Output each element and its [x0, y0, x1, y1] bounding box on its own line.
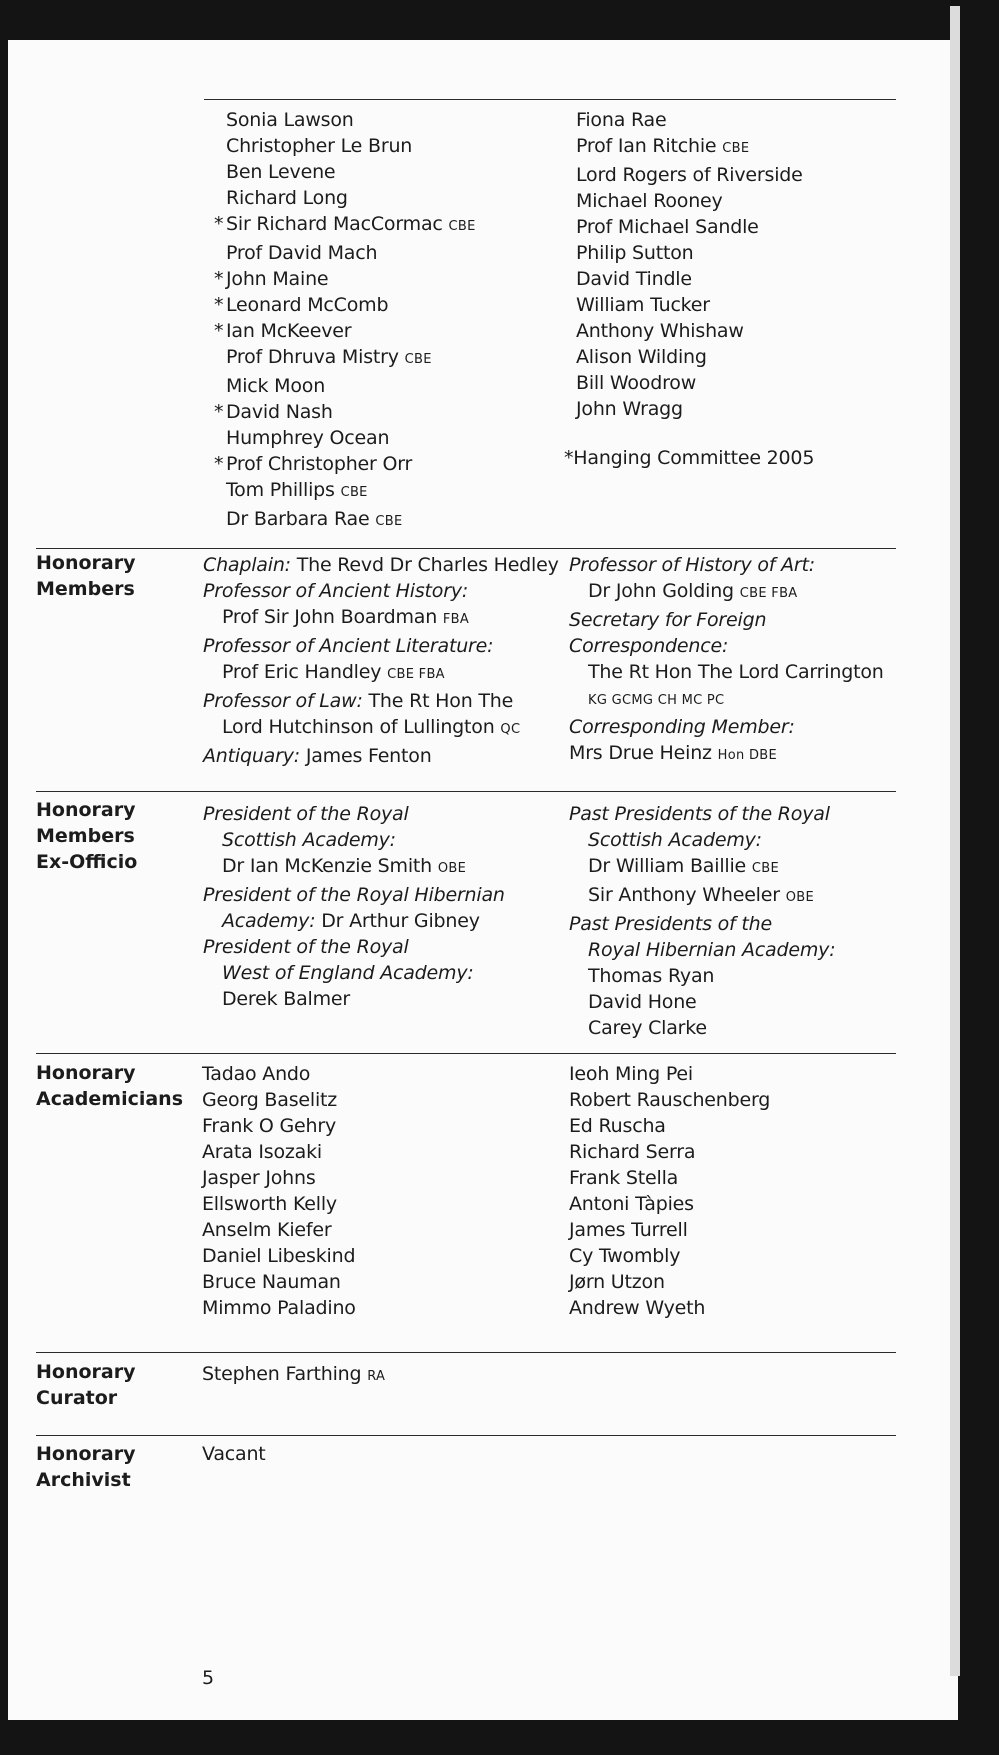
entry-line — [203, 714, 559, 743]
academician-name: Andrew Wyeth — [569, 1297, 706, 1319]
post-nominal: CBE FBA — [739, 586, 798, 601]
name-text: Carey Clarke — [588, 1017, 707, 1039]
entry-line — [569, 607, 884, 633]
name-text: Lord Rogers of Riverside — [576, 164, 803, 186]
role-label: Chaplain: — [203, 554, 291, 576]
role-label: Royal Hibernian Academy: — [588, 939, 836, 961]
divider — [36, 548, 896, 549]
role-label: Correspondence: — [569, 635, 729, 657]
member-name — [207, 107, 476, 133]
member-name — [207, 399, 476, 425]
name-text: David Hone — [588, 991, 697, 1013]
divider — [36, 1352, 896, 1353]
role-label: Scottish Academy: — [588, 829, 762, 851]
asterisk-marker: * — [214, 320, 224, 342]
academician-name: Jasper Johns — [202, 1167, 316, 1189]
member-name — [207, 266, 476, 292]
entry-line — [569, 801, 835, 827]
name-text: David Nash — [226, 401, 333, 423]
post-nominal: QC — [500, 722, 521, 737]
entry-line — [569, 740, 884, 769]
entry-line — [569, 911, 835, 937]
entry-line — [203, 552, 559, 578]
name-text: Christopher Le Brun — [226, 135, 413, 157]
name-text: Dr William Baillie — [588, 855, 747, 877]
entry-line — [203, 986, 505, 1012]
asterisk-marker: * — [214, 213, 224, 235]
name-text: Prof Christopher Orr — [226, 453, 413, 475]
entry-line — [203, 743, 559, 769]
name-text: John Wragg — [576, 398, 683, 420]
name-text: Ben Levene — [226, 161, 336, 183]
name-text: William Tucker — [576, 294, 710, 316]
entry-line — [569, 659, 884, 685]
entry-line — [203, 604, 559, 633]
entry-line — [203, 882, 505, 908]
top-list-right — [576, 107, 803, 422]
honorary-members-left — [203, 552, 559, 769]
entry-line — [569, 882, 835, 911]
name-text: Ian McKeever — [226, 320, 352, 342]
post-nominal: Hon DBE — [717, 748, 778, 763]
post-nominal: CBE — [375, 514, 403, 529]
member-name — [207, 344, 476, 373]
divider — [204, 99, 896, 100]
entry-line — [203, 801, 505, 827]
name-text: The Rt Hon The — [362, 690, 514, 712]
name-text: Leonard McComb — [226, 294, 389, 316]
post-nominal: CBE — [340, 485, 368, 500]
role-label: President of the Royal — [203, 936, 409, 958]
asterisk-marker: * — [214, 401, 224, 423]
academician-name: Daniel Libeskind — [202, 1245, 356, 1267]
academician-name: Mimmo Paladino — [202, 1297, 356, 1319]
name-text: Dr Arthur Gibney — [315, 910, 480, 932]
member-name — [207, 292, 476, 318]
member-name — [576, 344, 803, 370]
name-text: The Revd Dr Charles Hedley — [290, 554, 559, 576]
member-name — [207, 185, 476, 211]
member-name — [576, 292, 803, 318]
role-label: Professor of Ancient History: — [203, 580, 469, 602]
name-text: David Tindle — [576, 268, 692, 290]
role-label: Corresponding Member: — [569, 716, 795, 738]
post-nominal: RA — [367, 1369, 386, 1384]
entry-line — [569, 963, 835, 989]
academician-name: Ellsworth Kelly — [202, 1193, 337, 1215]
entry-line — [569, 714, 884, 740]
role-label: Academy: — [222, 910, 316, 932]
entry-line — [569, 989, 835, 1015]
member-name — [207, 318, 476, 344]
member-name — [207, 373, 476, 399]
name-text: Tom Phillips — [226, 479, 335, 501]
academician-name: Ieoh Ming Pei — [569, 1063, 693, 1085]
archivist-heading: Honorary Archivist — [36, 1443, 136, 1491]
divider — [36, 1435, 896, 1436]
entry-line — [569, 1015, 835, 1041]
academician-name: Anselm Kiefer — [202, 1219, 332, 1241]
asterisk-marker: * — [214, 294, 224, 316]
member-name — [576, 266, 803, 292]
role-label: Past Presidents of the Royal — [569, 803, 830, 825]
member-name — [207, 451, 476, 477]
entry-line — [203, 688, 559, 714]
academicians-right — [569, 1061, 770, 1321]
post-nominal: OBE — [437, 861, 467, 876]
academician-name: Richard Serra — [569, 1141, 696, 1163]
name-text: Thomas Ryan — [588, 965, 715, 987]
academicians-left — [202, 1061, 356, 1321]
name-text: Derek Balmer — [222, 988, 351, 1010]
academician-name: Tadao Ando — [202, 1063, 311, 1085]
hanging-committee-footnote: *Hanging Committee 2005 — [564, 447, 815, 469]
post-nominal: OBE — [785, 890, 814, 905]
archivist-name: Vacant — [202, 1443, 266, 1465]
academician-name: Frank O Gehry — [202, 1115, 336, 1137]
honorary-members-right — [569, 552, 884, 769]
member-name — [576, 370, 803, 396]
name-text: Sonia Lawson — [226, 109, 354, 131]
entry-line — [569, 827, 835, 853]
name-text: Lord Hutchinson of Lullington — [222, 716, 495, 738]
entry-line — [569, 685, 884, 714]
name-text: Mrs Drue Heinz — [569, 742, 712, 764]
asterisk-marker: * — [214, 453, 224, 475]
academician-name: Arata Isozaki — [202, 1141, 323, 1163]
academician-name: Cy Twombly — [569, 1245, 681, 1267]
member-name — [207, 133, 476, 159]
ex-officio-left — [203, 801, 505, 1012]
name-text: Dr John Golding — [588, 580, 734, 602]
name-text: The Rt Hon The Lord Carrington — [588, 661, 884, 683]
entry-line — [203, 853, 505, 882]
role-label: Professor of History of Art: — [569, 554, 815, 576]
entry-line — [203, 908, 505, 934]
role-label: West of England Academy: — [222, 962, 474, 984]
role-label: Antiquary: — [203, 745, 300, 767]
name-text: Sir Richard MacCormac — [226, 213, 443, 235]
entry-line — [203, 960, 505, 986]
member-name — [576, 214, 803, 240]
member-name — [207, 159, 476, 185]
entry-line — [569, 853, 835, 882]
member-name — [207, 425, 476, 451]
top-list-left — [207, 107, 476, 535]
member-name — [576, 240, 803, 266]
role-label: President of the Royal — [203, 803, 409, 825]
name-text: Fiona Rae — [576, 109, 667, 131]
entry-line — [569, 552, 884, 578]
member-name — [576, 107, 803, 133]
post-nominal: KG GCMG CH MC PC — [588, 693, 725, 708]
name-text: Richard Long — [226, 187, 348, 209]
entry-line — [203, 934, 505, 960]
divider — [36, 791, 896, 792]
member-name — [207, 506, 476, 535]
name-text: Humphrey Ocean — [226, 427, 390, 449]
entry-line — [569, 578, 884, 607]
role-label: Professor of Law: — [203, 690, 363, 712]
academician-name: Bruce Nauman — [202, 1271, 341, 1293]
member-name — [576, 188, 803, 214]
academician-name: Jørn Utzon — [569, 1271, 665, 1293]
post-nominal: FBA — [442, 612, 470, 627]
member-name — [207, 477, 476, 506]
role-label: Professor of Ancient Literature: — [203, 635, 494, 657]
curator-name: Stephen Farthing RA — [202, 1363, 386, 1385]
post-nominal: CBE — [404, 352, 432, 367]
name-text: Prof Eric Handley — [222, 661, 382, 683]
academician-name: Ed Ruscha — [569, 1115, 666, 1137]
ex-officio-right — [569, 801, 835, 1041]
entry-line — [569, 937, 835, 963]
member-name — [207, 211, 476, 240]
academician-name: Frank Stella — [569, 1167, 679, 1189]
name-text: Sir Anthony Wheeler — [588, 884, 780, 906]
member-name — [576, 396, 803, 422]
name-text: Dr Barbara Rae — [226, 508, 370, 530]
post-nominal: CBE — [751, 861, 780, 876]
role-label: Past Presidents of the — [569, 913, 772, 935]
page-number: 5 — [202, 1667, 215, 1689]
academician-name: Antoni Tàpies — [569, 1193, 694, 1215]
name-text: Prof David Mach — [226, 242, 378, 264]
honorary-members-heading: Honorary Members — [36, 552, 136, 600]
academicians-heading: Honorary Academicians — [36, 1062, 184, 1110]
entry-line — [203, 578, 559, 604]
name-text: Mick Moon — [226, 375, 326, 397]
page-edge — [950, 6, 960, 1676]
name-text: Bill Woodrow — [576, 372, 697, 394]
post-nominal: CBE FBA — [387, 667, 445, 682]
name-text: Prof Michael Sandle — [576, 216, 759, 238]
academician-name: Robert Rauschenberg — [569, 1089, 771, 1111]
name-text: James Fenton — [299, 745, 432, 767]
academician-name: James Turrell — [569, 1219, 688, 1241]
academician-name: Georg Baselitz — [202, 1089, 338, 1111]
name-text: Dr Ian McKenzie Smith — [222, 855, 433, 877]
member-name — [576, 162, 803, 188]
entry-line — [203, 827, 505, 853]
entry-line — [203, 633, 559, 659]
curator-heading: Honorary Curator — [36, 1361, 136, 1409]
member-name — [576, 318, 803, 344]
entry-line — [569, 633, 884, 659]
name-text: John Maine — [226, 268, 329, 290]
divider — [36, 1053, 896, 1054]
name-text: Prof Ian Ritchie — [576, 135, 717, 157]
role-label: President of the Royal Hibernian — [203, 884, 505, 906]
name-text: Alison Wilding — [576, 346, 707, 368]
entry-line — [203, 659, 559, 688]
name-text: Philip Sutton — [576, 242, 694, 264]
post-nominal: CBE — [448, 219, 476, 234]
name-text: Prof Dhruva Mistry — [226, 346, 399, 368]
member-name — [576, 133, 803, 162]
member-name — [207, 240, 476, 266]
asterisk-marker: * — [214, 268, 224, 290]
post-nominal: CBE — [722, 141, 750, 156]
name-text: Michael Rooney — [576, 190, 723, 212]
name-text: Prof Sir John Boardman — [222, 606, 438, 628]
name-text: Anthony Whishaw — [576, 320, 744, 342]
ex-officio-heading: Honorary Members Ex-Officio — [36, 799, 138, 873]
role-label: Scottish Academy: — [222, 829, 396, 851]
role-label: Secretary for Foreign — [569, 609, 767, 631]
